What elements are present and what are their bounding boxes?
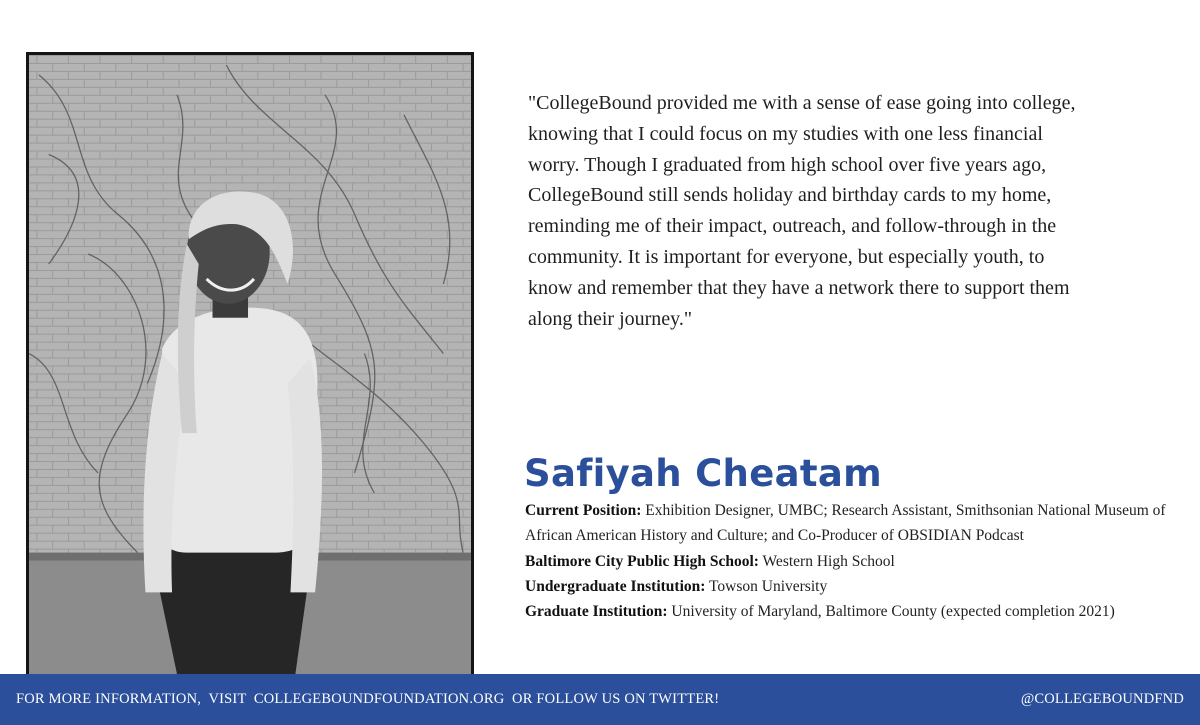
undergrad-value: Towson University — [705, 577, 828, 595]
grad-value: University of Maryland, Baltimore County (expected completion 2021) — [667, 603, 1115, 621]
high-school-label: Baltimore City Public High School: — [525, 552, 759, 570]
footer-banner — [0, 674, 1200, 725]
testimonial-quote: "CollegeBound provided me with a sense of ease going into college, knowing that I could focus on my studies with one less financial worry. Though I graduated from high school over five years ago, CollegeBound still sends holiday and birthday cards to my home, reminding me of their impact, outreach, and follow-through in the community. It is important for everyone, but especially youth, to know and remember that they have a network there to support them along their journey." — [528, 92, 1076, 330]
portrait-image — [29, 55, 471, 674]
undergrad-label: Undergraduate Institution: — [525, 577, 706, 595]
grad-label: Graduate Institution: — [525, 603, 668, 621]
high-school-value: Western High School — [758, 552, 895, 570]
grad-institution — [525, 599, 1175, 624]
undergrad-institution — [525, 574, 1175, 599]
twitter-handle: @COLLEGEBOUNDFND — [1020, 691, 1184, 707]
high-school — [525, 549, 1175, 574]
current-position — [525, 498, 1175, 549]
portrait-photo — [26, 52, 474, 674]
person-name: Safiyah Cheatam — [524, 452, 882, 495]
bio-details — [525, 498, 1175, 624]
current-position-label: Current Position: — [525, 502, 642, 519]
footer-info-text: FOR MORE INFORMATION, VISIT COLLEGEBOUNDFOUNDATION.ORG OR FOLLOW US ON TWITTER! — [16, 691, 720, 707]
current-position-value: Exhibition Designer, UMBC; Research Assistant, Smithsonian National Museum of African American History and Culture; and Co-Producer of OBSIDIAN Podcast — [525, 502, 1166, 545]
